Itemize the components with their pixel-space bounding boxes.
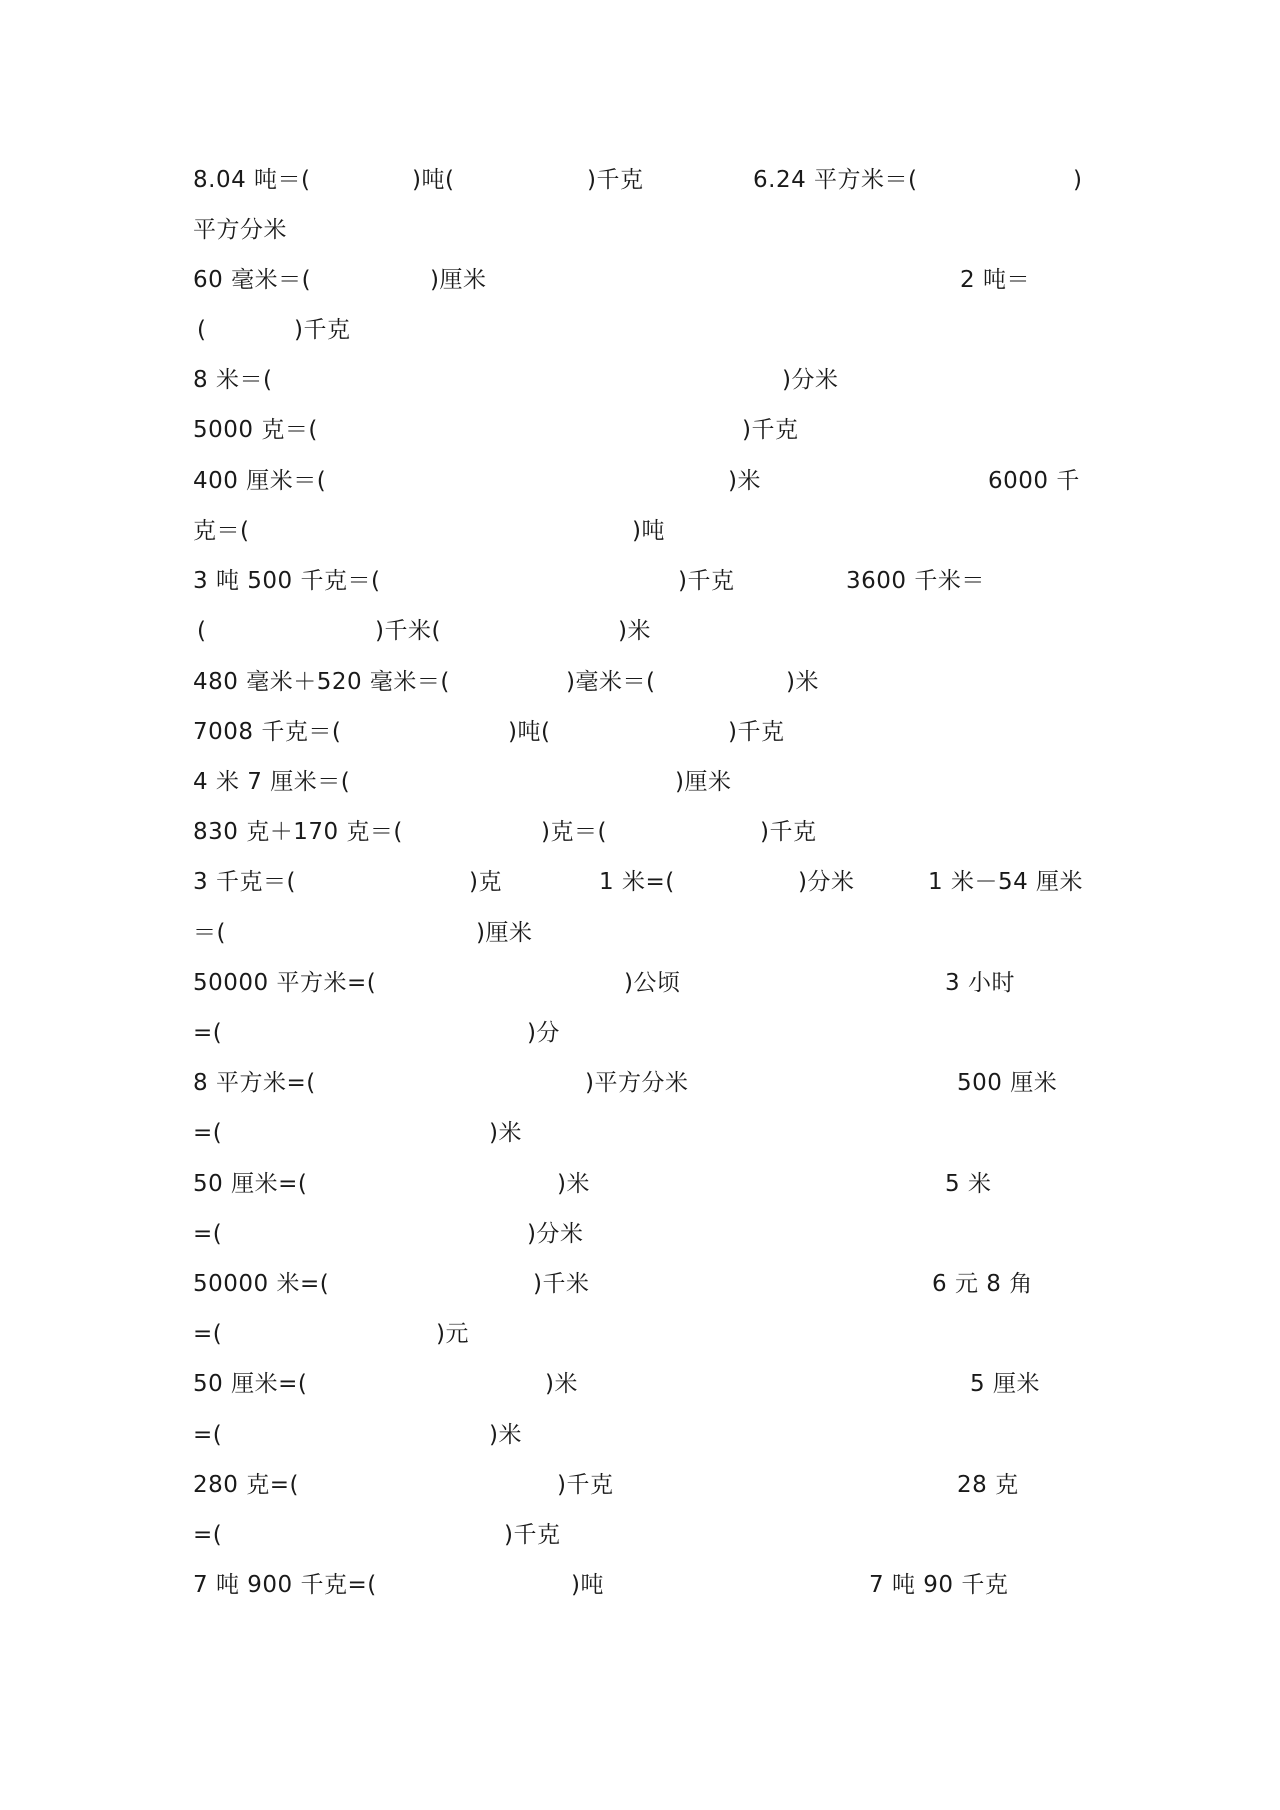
problem-text: 50000 米=( [193, 1271, 330, 1297]
problem-text: =( [193, 1522, 223, 1548]
problem-text: 50 厘米=( [193, 1171, 308, 1197]
problem-text: )千米( [375, 618, 441, 644]
problem-text: 8 平方米=( [193, 1070, 316, 1096]
problem-text: )元 [436, 1321, 469, 1347]
problem-text: 3 吨 500 千克＝( [193, 568, 381, 594]
problem-text: )吨 [571, 1572, 604, 1598]
problem-text: )千克 [557, 1472, 614, 1498]
problem-text: 400 厘米＝( [193, 468, 327, 494]
problem-text: )千克 [294, 317, 351, 343]
problem-text: )吨( [508, 719, 551, 745]
problem-text: )米 [489, 1120, 522, 1146]
problem-text: )毫米＝( [566, 669, 656, 695]
problem-text: )米 [489, 1422, 522, 1448]
problem-text: )分 [527, 1020, 560, 1046]
problem-text: )吨( [412, 167, 455, 193]
problem-text: )克 [469, 869, 502, 895]
problem-text: 480 毫米＋520 毫米＝( [193, 669, 450, 695]
problem-text: )米 [786, 669, 819, 695]
problem-text: 6.24 平方米＝( [753, 167, 918, 193]
problem-text: )厘米 [675, 769, 732, 795]
problem-text: 1 米=( [599, 869, 675, 895]
problem-text: ) [1073, 167, 1083, 193]
problem-text: )分米 [798, 869, 855, 895]
problem-text: 7 吨 90 千克 [869, 1572, 1009, 1598]
problem-text: )千克 [587, 167, 644, 193]
problem-text: 3600 千米＝ [846, 568, 985, 594]
problem-text: 50000 平方米=( [193, 970, 377, 996]
problem-text: )千克 [728, 719, 785, 745]
problem-text: =( [193, 1020, 223, 1046]
problem-text: =( [193, 1422, 223, 1448]
problem-text: 5 厘米 [970, 1371, 1040, 1397]
problem-text: 4 米 7 厘米＝( [193, 769, 351, 795]
problem-text: )克＝( [541, 819, 607, 845]
problem-text: 28 克 [957, 1472, 1019, 1498]
problem-text: 60 毫米＝( [193, 267, 312, 293]
problem-text: 6 元 8 角 [932, 1271, 1033, 1297]
problem-text: =( [193, 1120, 223, 1146]
problem-text: )千克 [504, 1522, 561, 1548]
problem-text: 280 克=( [193, 1472, 299, 1498]
problem-text: 8 米＝( [193, 367, 273, 393]
problem-text: 3 小时 [945, 970, 1015, 996]
problem-text: )吨 [632, 518, 665, 544]
problem-text: )厘米 [476, 920, 533, 946]
problem-text: )米 [545, 1371, 578, 1397]
problem-text: )千米 [533, 1271, 590, 1297]
problem-text: )公顷 [624, 970, 681, 996]
problem-text: )分米 [782, 367, 839, 393]
problem-text: 5 米 [945, 1171, 992, 1197]
problem-text: 7008 千克＝( [193, 719, 342, 745]
problem-text: 500 厘米 [957, 1070, 1058, 1096]
problem-text: )平方分米 [585, 1070, 689, 1096]
problem-text: )米 [728, 468, 761, 494]
problem-text: =( [193, 1221, 223, 1247]
problem-text: 5000 克＝( [193, 417, 318, 443]
problem-text: ( [197, 317, 207, 343]
problem-text: 8.04 吨＝( [193, 167, 311, 193]
problem-text: 2 吨＝ [960, 267, 1030, 293]
problem-text: =( [193, 1321, 223, 1347]
problem-text: ＝( [193, 920, 226, 946]
problem-text: )千克 [678, 568, 735, 594]
problem-text: 克＝( [193, 518, 250, 544]
problem-text: 50 厘米=( [193, 1371, 308, 1397]
problem-text: 平方分米 [193, 217, 287, 243]
problem-text: )米 [618, 618, 651, 644]
problem-text: 7 吨 900 千克=( [193, 1572, 377, 1598]
problem-text: )分米 [527, 1221, 584, 1247]
problem-text: )千克 [742, 417, 799, 443]
problem-text: ( [197, 618, 207, 644]
problem-text: )厘米 [430, 267, 487, 293]
problem-text: )米 [557, 1171, 590, 1197]
problem-text: 6000 千 [988, 468, 1080, 494]
problem-text: 1 米－54 厘米 [928, 869, 1084, 895]
problem-text: 830 克＋170 克＝( [193, 819, 403, 845]
problem-text: )千克 [760, 819, 817, 845]
problem-text: 3 千克＝( [193, 869, 296, 895]
